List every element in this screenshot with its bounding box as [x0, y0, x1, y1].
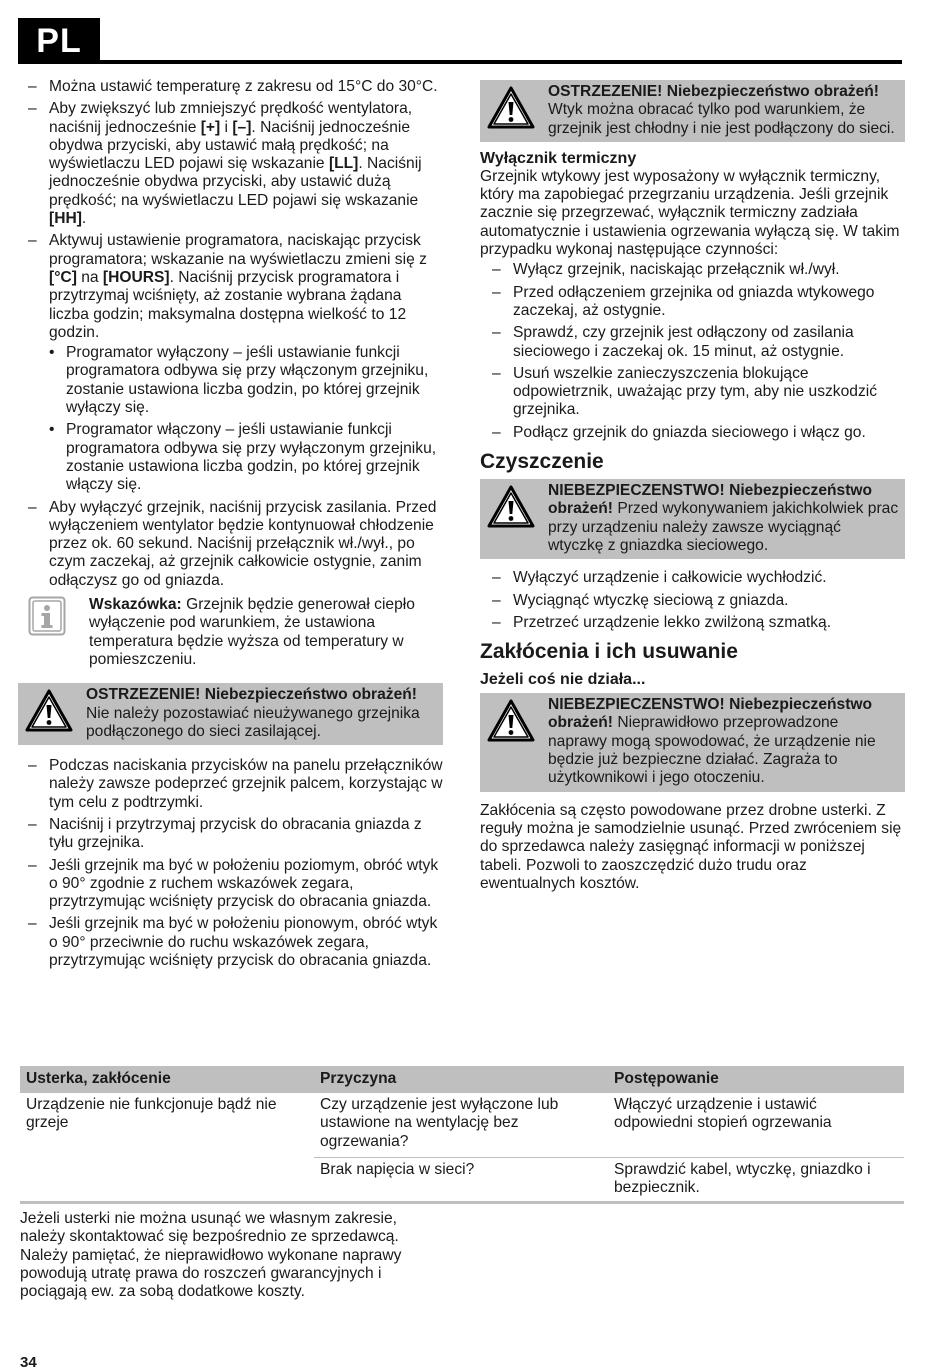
list-item: – Aktywuj ustawienie programatora, naciskając przycisk programatora; wskazanie na wyświetlaczu zmieni się z [°C] na [HOURS]. Naciśnij przycisk programatora i przytrzymaj wciśnięty, aż zostanie wybrana żądana liczba godzin; maksymalna dostępna wielkość to 12 godzin. • Programator wyłączony – jeśli ustawianie funkcji programatora odbywa się przy włączonym grzejniku, zostanie ustawiona liczba godzin, po której grzejnik wyłączy się. • Programator włączony – jeśli ustawianie funkcji programatora odbywa się przy wyłączonym grzejniku, zostanie ustawiona liczba godzin, po której grzejnik włączy się.: [28, 232, 443, 494]
table-cell: Urządzenie nie funkcjonuje bądź nie grzeje: [20, 1093, 314, 1203]
table-header-row: [20, 1066, 904, 1093]
bullet-item: • Programator włączony – jeśli ustawianie funkcji programatora odbywa się przy wyłączonym grzejniku, zostanie ustawiona liczba godzin, po której grzejnik włączy się.: [49, 421, 443, 494]
warning-box: OSTRZEZENIE! Niebezpieczeństwo obrażeń! Wtyk można obracać tylko pod warunkiem, że grzejnik jest chłodny i nie jest podłączony do sieci.: [480, 80, 905, 142]
table-cell: Brak napięcia w sieci?: [314, 1157, 608, 1203]
section-subheading: Jeżeli coś nie działa...: [480, 671, 646, 689]
header-rule: [100, 60, 902, 64]
list-item: – Sprawdź, czy grzejnik jest odłączony od zasilania sieciowego i zaczekaj ok. 15 minut, aż ostygnie.: [492, 324, 905, 361]
bullet-item: • Programator wyłączony – jeśli ustawianie funkcji programatora odbywa się przy włączonym grzejniku, zostanie ustawiona liczba godzin, po której grzejnik wyłączy się.: [49, 344, 443, 417]
warning-icon: [25, 689, 73, 733]
column-header: Przyczyna: [314, 1066, 608, 1093]
thermal-steps: [492, 261, 905, 442]
list-item: – Wyciągnąć wtyczkę sieciową z gniazda.: [492, 592, 905, 610]
paragraph: Grzejnik wtykowy jest wyposażony w wyłącznik termiczny, który ma zapobiegać przegrzaniu urządzenia. Jeśli grzejnik zacznie się przegrzewać, wyłącznik termiczny zadziała automatycznie i ustawienia ogrzewania wyłączą się. W takim przypadku wykonaj następujące czynności:: [480, 167, 900, 259]
info-icon: [28, 596, 66, 636]
list-item: – Podczas naciskania przycisków na panelu przełączników należy zawsze podeprzeć grzejnik palcem, korzystając w tym celu z podtrzymki.: [28, 757, 443, 812]
list-item: – Można ustawić temperaturę z zakresu od 15°C do 30°C.: [28, 78, 443, 96]
table-cell: Czy urządzenie jest wyłączone lub ustawione na wentylację bez ogrzewania?: [320, 1096, 559, 1150]
paragraph: Zakłócenia są często powodowane przez drobne usterki. Z reguły można je samodzielnie usunąć. Przed zwróceniem się do sprzedawca należy zasięgnąć informacji w poniższej tabeli. Pozwoli to zaoszczędzić dużo trudu oraz ewentualnych kosztów.: [480, 801, 902, 892]
page-header: [18, 18, 902, 64]
list-item: – Usuń wszelkie zanieczyszczenia blokujące odpowietrznik, uważając przy tym, aby nie uszkodzić grzejnika.: [492, 365, 905, 420]
right-column: [480, 80, 905, 893]
section-heading: Czyszczenie: [480, 450, 604, 474]
section-heading: Zakłócenia i ich usuwanie: [480, 640, 738, 664]
socket-rotation-list: [28, 757, 443, 970]
warranty-note: Jeżeli usterki nie można usunąć we własnym zakresie, należy skontaktować się bezpośrednio ze sprzedawcą. Należy pamiętać, że nieprawidłowo wykonane naprawy powodują utratę prawa do roszczeń gwarancyjnych i pociągają ew. za sobą dodatkowe koszty.: [20, 1210, 402, 1301]
table-cell: Włączyć urządzenie i ustawić odpowiedni stopień ogrzewania: [614, 1096, 832, 1132]
warning-icon: [487, 699, 535, 743]
list-item: – Wyłączyć urządzenie i całkowicie wychłodzić.: [492, 569, 905, 587]
list-item: – Naciśnij i przytrzymaj przycisk do obracania gniazda z tyłu grzejnika.: [28, 816, 443, 853]
section-subheading: Wyłącznik termiczny: [480, 149, 637, 167]
list-item: – Jeśli grzejnik ma być w położeniu poziomym, obróć wtyk o 90° zgodnie z ruchem wskazówek zegara, przytrzymując wciśnięty przycisk do obracania gniazda.: [28, 857, 443, 912]
hint-box: Wskazówka: Grzejnik będzie generował ciepło wyłączenie pod warunkiem, że ustawiona temperatura będzie wyższa od temperatury w pomieszczeniu.: [28, 596, 443, 669]
column-header: Postępowanie: [608, 1066, 904, 1093]
page-number: 34: [20, 1354, 37, 1371]
danger-box: NIEBEZPIECZENSTWO! Niebezpieczeństwo obrażeń! Nieprawidłowo przeprowadzone naprawy mogą spowodować, że urządzenie nie będzie już bezpieczne działać. Zagraża to użytkownikowi i jego otoczeniu.: [480, 693, 905, 791]
cleaning-steps: [492, 569, 905, 632]
language-tag: PL: [18, 18, 100, 64]
warning-box: OSTRZEZENIE! Niebezpieczeństwo obrażeń! Nie należy pozostawiać nieużywanego grzejnika podłączonego do sieci zasilającej.: [18, 683, 443, 745]
left-column: [28, 78, 443, 974]
list-item: – Wyłącz grzejnik, naciskając przełącznik wł./wył.: [492, 261, 905, 279]
table-cell: Sprawdzić kabel, wtyczkę, gniazdko i bezpiecznik.: [608, 1157, 904, 1203]
warning-icon: [487, 86, 535, 130]
list-item: – Przed odłączeniem grzejnika od gniazda wtykowego zaczekaj, aż ostygnie.: [492, 284, 905, 321]
warning-icon: [487, 485, 535, 529]
list-item: – Podłącz grzejnik do gniazda sieciowego i włącz go.: [492, 424, 905, 442]
list-item: – Aby wyłączyć grzejnik, naciśnij przycisk zasilania. Przed wyłączeniem wentylator będzie kontynuował chłodzenie przez ok. 60 sekund. Naciśnij przełącznik wł./wył., po czym zaczekaj, aż grzejnik całkowicie ostygnie, zanim odłączysz go od gniazda.: [28, 499, 443, 590]
list-item: – Przetrzeć urządzenie lekko zwilżoną szmatką.: [492, 614, 905, 632]
danger-box: NIEBEZPIECZENSTWO! Niebezpieczeństwo obrażeń! Przed wykonywaniem jakichkolwiek prac przy urządzeniu należy zawsze wyciągnąć wtyczkę z gniazdka sieciowego.: [480, 479, 905, 559]
column-header: Usterka, zakłócenie: [20, 1066, 314, 1093]
table-row: [20, 1093, 904, 1157]
list-item: – Aby zwiększyć lub zmniejszyć prędkość wentylatora, naciśnij jednocześnie [+] i [–]. Naciśnij jednocześnie obydwa przyciski, aby ustawić małą prędkość; na wyświetlaczu LED pojawi się wskazanie [LL]. Naciśnij jednocześnie obydwa przyciski, aby ustawić dużą prędkość; na wyświetlaczu LED pojawi się wskazanie [HH].: [28, 100, 443, 228]
list-item: – Jeśli grzejnik ma być w położeniu pionowym, obróć wtyk o 90° przeciwnie do ruchu wskazówek zegara, przytrzymując wciśnięty przycisk do obracania gniazda.: [28, 915, 443, 970]
instruction-list: [28, 78, 443, 590]
programmer-bullets: [49, 344, 443, 494]
troubleshooting-table: [20, 1066, 904, 1204]
